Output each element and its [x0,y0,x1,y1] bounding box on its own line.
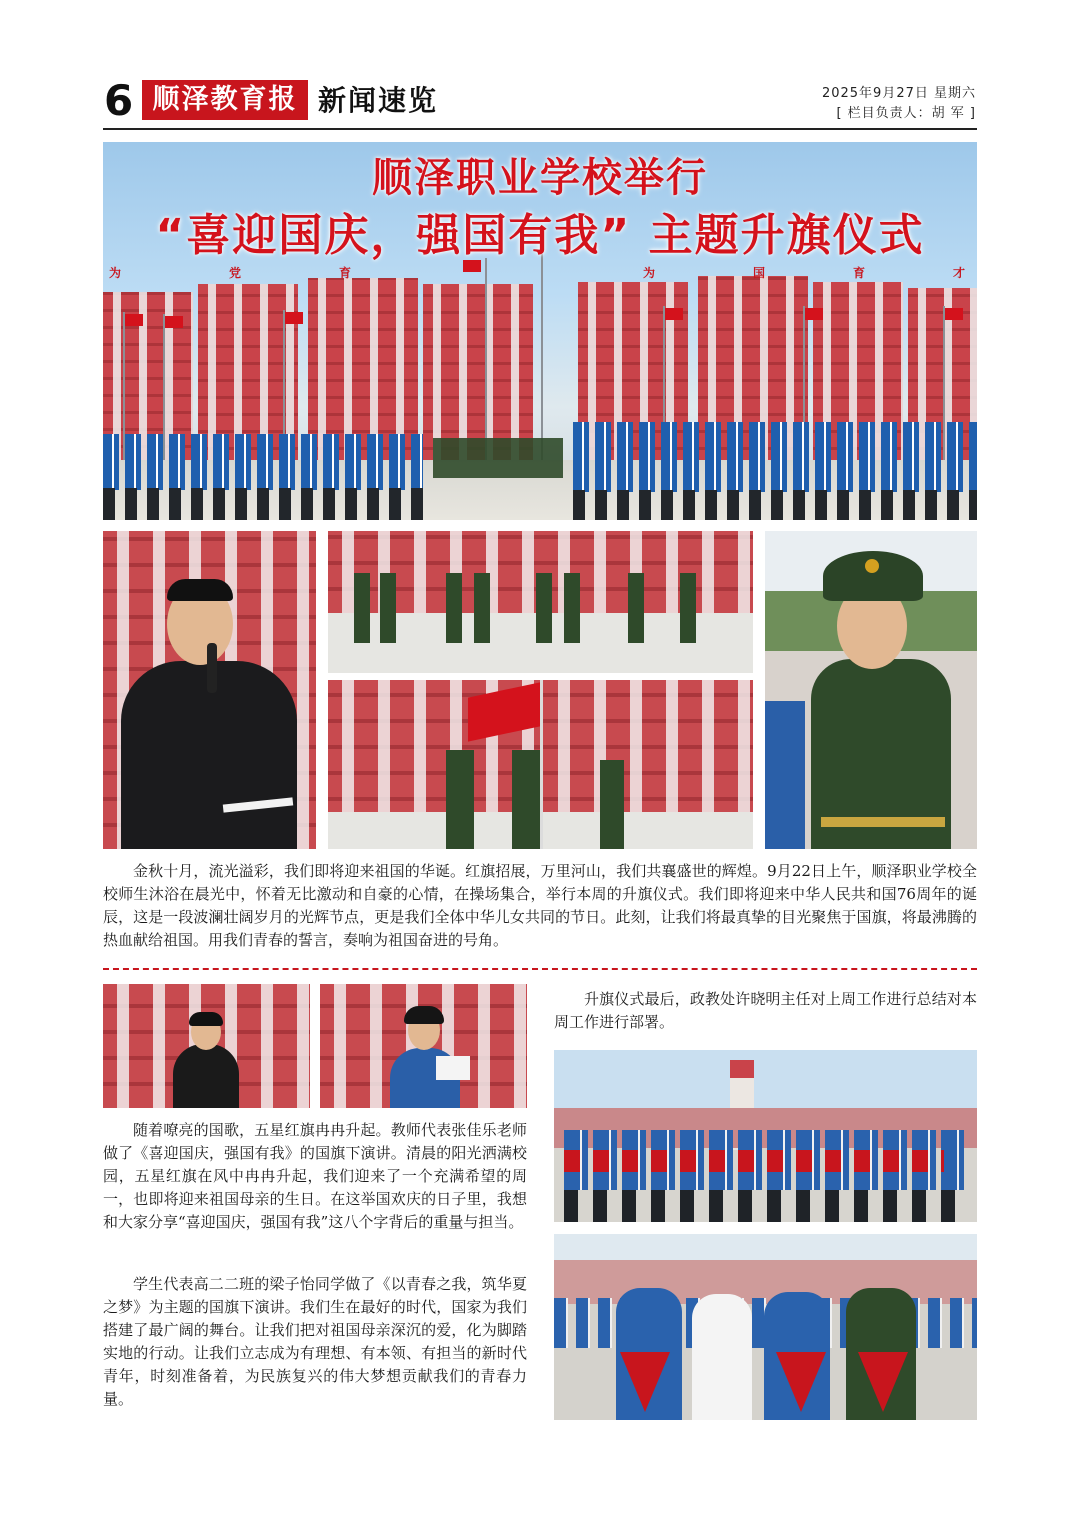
section-title: 新闻速览 [318,84,439,117]
closing-paragraph: 升旗仪式最后，政教处许晓明主任对上周工作进行总结对本周工作进行部署。 [554,990,977,1031]
student-hair [404,1006,444,1024]
red-flag [165,316,183,328]
red-flag [945,308,963,320]
speech-paper [436,1056,470,1080]
newspaper-masthead: 顺泽教育报 [142,80,308,120]
red-flag [665,308,683,320]
teacher-figure [173,1044,239,1108]
red-flag [285,312,303,324]
honor-guard-lineup-photo [328,531,753,673]
honor-guard-soldier [564,573,580,643]
flag-raising-photo [328,680,753,849]
students-crowd [573,422,977,492]
honor-guard-soldier [680,573,696,643]
teacher-hair [189,1012,223,1026]
award-lineup-photo [554,1050,977,1222]
slogan-char: 育 [853,266,866,280]
honor-guard-soldier [446,750,474,849]
section-divider [103,968,977,970]
water-tower-top [730,1060,754,1078]
slogan-char: 才 [953,266,966,280]
pennants-row [564,1150,944,1172]
student-speech-photo [320,984,527,1108]
honor-guard [433,438,563,478]
teacher-speech-paragraph: 随着嘹亮的国歌，五星红旗冉冉升起。教师代表张佳乐老师做了《喜迎国庆，强国有我》的国旗下演讲。清晨的阳光洒满校园，五星红旗在风中冉冉升起，我们迎来了一个充满希望的周一，也即将迎来祖国母亲的生日。在这举国欢庆的日子里，我想和大家分享“喜迎国庆，强国有我”这八个字背后的重量与担当。 [103,1121,527,1231]
flag-bearer [512,750,540,849]
students-crowd-legs [103,488,423,520]
honor-guard-soldier [474,573,490,643]
honor-guard-soldier [446,573,462,643]
honor-guard-soldier [628,573,644,643]
cap-badge-icon [865,559,879,573]
article-intro: 金秋十月，流光溢彩，我们即将迎来祖国的华诞。红旗招展，万里河山，我们共襄盛世的辉煌。9月22日上午，顺泽职业学校全校师生沐浴在晨光中，怀着无比激动和自豪的心情，在操场集合，举行本周的升旗仪式。我们即将迎来中华人民共和国76周年的诞辰，这是一段波澜壮阔岁月的光辉节点，更是我们全体中华儿女共同的节日。此刻，让我们将最真挚的目光聚焦于国旗，将最沸腾的热血献给祖国。用我们青春的誓言，奏响为祖国奋进的号角。 [103,862,977,949]
headline-line-1: 顺泽职业学校举行 [372,155,708,201]
slogan-char: 国 [753,266,766,280]
slogan-char: 为 [109,266,122,280]
honor-guard-portrait-photo [765,531,977,849]
honor-guard-soldier [600,760,624,849]
hero-flag-ceremony-photo [103,142,977,520]
headline-line-2: “喜迎国庆，强国有我” 主题升旗仪式 [155,210,925,261]
student-background [765,701,805,849]
issue-date: 2025年9月27日 星期六 [821,86,976,101]
student-speech-paragraph: 学生代表高二二班的梁子怡同学做了《以青春之我，筑华夏之梦》为主题的国旗下演讲。我们生在最好的时代，国家为我们搭建了最广阔的舞台。让我们把对祖国母亲深沉的爱，化为脚踏实地的行动。让我们立志成为有理想、有本领、有担当的新时代青年，时刻准备着，为民族复兴的伟大梦想贡献我们的青春力量。 [103,1275,527,1408]
host-speaking-photo [103,531,316,849]
red-flag [805,308,823,320]
microphone [207,643,217,693]
flag-pole [540,680,543,849]
uniform-belt [821,817,945,827]
page-number: 6 [104,76,134,125]
students-crowd [103,434,423,490]
sky [554,1050,977,1108]
red-flag [125,314,143,326]
honor-guard-soldier [536,573,552,643]
director-figure [692,1294,752,1420]
host-hair [167,579,233,601]
header-rule [103,128,977,130]
column-editor: [ 栏目负责人：胡 军 ] [836,106,976,121]
slogan-char: 党 [229,266,242,280]
students-crowd-legs [573,490,977,520]
students-legs [564,1190,964,1222]
building [423,284,533,464]
teacher-speech-photo [103,984,310,1108]
honor-guard-soldier [380,573,396,643]
slogan-char: 育 [339,266,352,280]
pennant-award-photo [554,1234,977,1420]
slogan-char: 为 [643,266,656,280]
honor-guard-soldier [354,573,370,643]
